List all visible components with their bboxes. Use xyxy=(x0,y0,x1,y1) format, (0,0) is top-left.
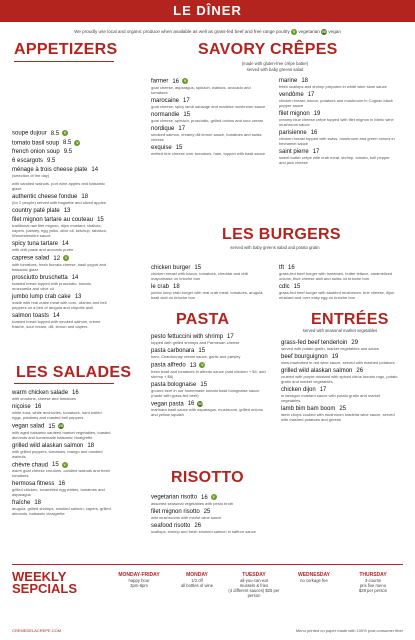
menu-item xyxy=(151,509,269,520)
dish-price: 16 xyxy=(72,390,79,396)
menu-item xyxy=(12,255,110,272)
menu-item xyxy=(12,390,112,401)
menu-item xyxy=(12,443,112,459)
dish-description: smoked salmon, creamy dill lemon sauce, tomatoes and swiss cheese xyxy=(151,131,262,142)
risotto-title: RISOTTO xyxy=(171,469,244,486)
dish-description: melted brie cheese over tomatoes, ham, topped with basil sauce xyxy=(151,150,266,156)
vegan-icon: VG xyxy=(197,401,203,406)
dish-name: pasta bolognaise xyxy=(151,381,197,388)
special-line: prix fixe menu xyxy=(359,583,387,588)
menu-item xyxy=(151,98,266,109)
menu-item xyxy=(151,334,269,345)
salades-title: LES SALADES xyxy=(16,364,132,381)
menu-item xyxy=(151,284,266,300)
appetizers-list xyxy=(12,130,110,332)
dish-name: farmer xyxy=(151,78,169,85)
dish-description: topped with grilled shrimps and Parmesan cheese xyxy=(151,340,240,345)
burgers-subtitle: served with baby greens salad and potato gratin xyxy=(230,245,320,250)
menu-item xyxy=(12,208,110,214)
website-link[interactable]: CREMEDELACREPE.COM xyxy=(12,628,62,633)
dish-price: 15 xyxy=(175,144,183,151)
dish-price: 15 xyxy=(198,348,206,354)
dish-price: 8.5 xyxy=(63,140,72,147)
dish-price: 18 xyxy=(87,442,95,449)
menu-item-title xyxy=(12,158,110,164)
special-line: no corkage fee xyxy=(300,578,328,583)
menu-header xyxy=(0,0,415,22)
menu-item xyxy=(151,265,266,281)
dish-description: with aged balsamic sautéed market vegetables, toasted almonds and homemade balsamic vinaigrette xyxy=(12,429,111,440)
dish-name: vegetarian risotto xyxy=(151,494,198,501)
special-line: all bottles of wine xyxy=(180,583,214,588)
crepes-title: SAVORY CRÊPES xyxy=(198,41,338,58)
crepes-left-column xyxy=(151,78,266,159)
menu-item-title xyxy=(151,494,269,501)
dish-description: creamy blue cheese crêpe topped with filet mignon in Merlo wine mushroom sauce xyxy=(279,117,394,127)
dish-price: 18 xyxy=(34,500,42,507)
menu-item-title xyxy=(151,401,269,408)
dish-name: vendôme xyxy=(279,92,304,98)
special-line: 3pm-6pm xyxy=(130,583,148,588)
dish-price: 18 xyxy=(173,284,180,290)
special-line: (4 different sauces) $25 per person xyxy=(228,588,280,598)
menu-item xyxy=(279,149,397,165)
dish-name: nordique xyxy=(151,125,175,132)
menu-item xyxy=(279,111,397,127)
dish-name: chèvre chaud xyxy=(12,462,49,469)
risotto-list xyxy=(151,494,269,537)
vegan-label: vegan xyxy=(328,29,341,35)
dish-price: 15 xyxy=(293,284,301,290)
dish-description: made with real crabe meat with corn, cilantro and bell peppers on a bed of arugula and chipotle aioli xyxy=(12,299,107,310)
dish-name: niçoise xyxy=(12,404,31,410)
dish-name: soupe dujour xyxy=(12,130,47,137)
pasta-list xyxy=(151,334,269,420)
dish-price: 16 xyxy=(172,78,180,85)
dish-description: goat cheese, spinach, prosciutto, grilled onions and sour cream xyxy=(151,117,264,123)
menu-item xyxy=(151,362,269,379)
dish-name: pasta alfredo xyxy=(151,362,186,369)
dish-price: 16 xyxy=(201,494,208,501)
dish-name: cdlc xyxy=(279,284,290,290)
dish-description: scallops, shrimp and fresh smoked salmon in saffron sauce xyxy=(151,528,256,534)
dish-description: with croutons, cheese and tomatoes xyxy=(12,396,77,401)
dish-price: 8.5 xyxy=(50,130,60,137)
dish-name: tft xyxy=(279,265,285,271)
dish-name: filet mignon xyxy=(279,111,310,117)
dish-price: 17 xyxy=(307,92,315,98)
dish-name: beef bourguignon xyxy=(281,354,328,360)
menu-item xyxy=(151,523,269,534)
menu-item xyxy=(12,158,110,164)
menu-item-title xyxy=(12,208,110,214)
menu-item xyxy=(281,387,399,403)
menu-item xyxy=(12,167,110,178)
dish-price: 17 xyxy=(183,97,190,104)
dish-description: assorted seasonal vegetables with pesto broth xyxy=(151,500,234,506)
dish-name: parisienne xyxy=(279,130,307,136)
special-day-name: MONDAY xyxy=(186,572,208,578)
dish-price: 13 xyxy=(63,208,71,215)
dish-name: filet mignon tartare au couteau xyxy=(12,217,94,224)
menu-item xyxy=(151,126,266,142)
special-day xyxy=(226,572,282,598)
specials-title-line1: WEEKLY xyxy=(12,569,67,584)
menu-item xyxy=(151,348,269,359)
menu-item xyxy=(281,340,399,351)
dish-name: french onion soup xyxy=(12,149,60,156)
dish-price: 16 xyxy=(58,481,66,488)
dish-description: toasted bread topped with prosciutto, tomato, mozzarella and olive oil xyxy=(12,280,93,291)
dish-description: white tuna, white anchovies, tomatoes, hard boiled eggs, potatoes and roasted bell peppers xyxy=(12,410,102,420)
dish-name: vegan salad xyxy=(12,423,45,430)
weekly-specials xyxy=(0,566,415,621)
dish-price: 17 xyxy=(312,149,320,155)
menu-item xyxy=(12,275,110,291)
menu-item xyxy=(12,241,110,252)
dish-name: warm chicken salade xyxy=(12,390,69,396)
special-day-name: WEDNESDAY xyxy=(297,572,331,578)
vegan-icon: VG xyxy=(58,424,64,428)
dish-price: 14 xyxy=(91,167,99,174)
dish-price: 14 xyxy=(62,241,69,248)
special-line: mussels & fries xyxy=(239,583,269,588)
dish-description: fresh basil and tomatoes in alfredo sauce (add chicken + $4; add shrimp + $6) xyxy=(151,368,266,379)
dish-name: saint pierre xyxy=(279,149,309,155)
dish-description: goat cheese, spicy lamb sausage and madeira mushroom sauce xyxy=(151,103,266,109)
dish-description: (for 2 people) served with baguette and sliced apples xyxy=(12,200,106,206)
menu-item-title xyxy=(12,255,110,262)
dish-price: 25 xyxy=(339,406,347,412)
dish-price: 15 xyxy=(194,265,202,271)
dish-description: in tarragon mustard sauce with potato gratin and market vegetables xyxy=(281,393,381,403)
dish-name: grass-fed beef tenderloin xyxy=(281,340,348,346)
dish-name: lamb bim bam boom xyxy=(281,406,336,412)
dish-description: arugula, grilled shrimps, smoked salmon, capers, grilled almonds, balsamic vinaigrette xyxy=(12,506,111,517)
crepes-subtitle-2: served with baby greens salad xyxy=(246,67,304,72)
dish-price: 15 xyxy=(52,462,59,469)
dish-name: prosciutto bruschetta xyxy=(12,274,68,281)
dish-price: 16 xyxy=(187,401,195,408)
burgers-right-column xyxy=(279,265,397,303)
dish-description: with chili paste and avocado purée xyxy=(12,247,74,253)
vegetarian-icon: V xyxy=(64,256,68,261)
burgers-title: LES BURGERS xyxy=(222,226,341,243)
menu-item-title xyxy=(151,362,269,369)
dish-name: country paté plate xyxy=(12,208,60,215)
salades-list xyxy=(12,390,112,519)
special-day-name: MONDAY-FRIDAY xyxy=(118,572,160,578)
dish-name: chicken dijon xyxy=(281,387,316,393)
dish-price: 9.5 xyxy=(63,149,73,156)
menu-item xyxy=(12,423,112,440)
dish-description: fresh scallops and shrimp prepared in white wine slam sauce xyxy=(279,84,387,89)
dish-description: marinara basil sauce with asparagus, mushroom, grilled onions and yellow squash xyxy=(151,407,263,418)
dish-price: 9.5 xyxy=(47,158,56,165)
specials-title xyxy=(12,571,77,595)
entrees-list xyxy=(281,340,399,425)
vegan-icon: VG xyxy=(321,30,327,34)
crepes-right-column xyxy=(279,78,397,168)
dish-name: grilled wild alaskan salmon xyxy=(12,442,84,449)
vegetarian-label: vegetarian xyxy=(298,29,320,35)
dish-description: warm goat cheese croutons, candied walnuts and fresh tomatoes xyxy=(12,468,110,479)
menu-item xyxy=(151,112,266,123)
dish-description: served with potato gratin, market vegetables and sauce xyxy=(281,346,380,351)
dish-description: ground beef in our homemade tomato basil bolognaise sauce (made with grass-fed beef) xyxy=(151,387,260,398)
dish-description: (selection of the day) xyxy=(12,173,50,179)
vegetarian-icon: V xyxy=(212,495,215,499)
menu-item xyxy=(12,313,110,329)
menu-item-title xyxy=(12,149,110,155)
menu-item xyxy=(279,92,397,108)
menu-item-title xyxy=(151,78,266,85)
menu-item xyxy=(151,401,269,418)
special-line: 1/2 off xyxy=(191,578,203,583)
dish-description: with tomatoes, fresh burrata cheese, basil yogurt and balsamic glaze xyxy=(12,261,107,272)
dish-price: 19 xyxy=(331,354,339,360)
dish-name: le crab xyxy=(151,284,170,290)
dish-name: spicy tuna tartare xyxy=(12,241,59,248)
dish-name: pasta carbonara xyxy=(151,348,195,354)
vegetarian-icon: V xyxy=(183,79,187,83)
menu-item-title xyxy=(12,130,110,137)
dish-name: ménage à trois cheese plate xyxy=(12,167,88,174)
dish-description: lamb chops cooked with mushroom madeira wine sauce, served with mashed potatoes and greens xyxy=(281,412,395,422)
dish-price: 15 xyxy=(97,217,104,224)
dish-description: chicken breast with bacon, tomatoes, cheddar and chili mayonnaise on brioche bun xyxy=(151,271,249,281)
vegetarian-icon: V xyxy=(292,30,296,34)
pasta-title: PASTA xyxy=(176,311,230,328)
dish-description: ham, Chardonnay cream sauce, garlic and parsley xyxy=(151,354,241,359)
dish-name: grilled wild alaskan salmon xyxy=(281,368,353,374)
dish-description: jumbo lump crab burger with real crab meat, tomatoes, arugula, basil aioli on brioche bun xyxy=(151,290,264,300)
menu-item xyxy=(151,78,266,95)
menu-item xyxy=(279,284,397,300)
special-day xyxy=(111,572,167,588)
menu-item xyxy=(12,294,110,310)
dish-name: chicken burger xyxy=(151,265,191,271)
dish-price: 15 xyxy=(200,381,208,388)
dish-description: grass-fed beef burger with tomatoes, butter lettuce, caramelized onions, blue cheese aioli and swiss on brioche bun xyxy=(279,271,393,281)
dish-name: hermosa fitness xyxy=(12,481,55,488)
dish-price: 17 xyxy=(227,334,234,340)
vegetarian-icon: V xyxy=(201,363,204,367)
dish-price: 12 xyxy=(53,255,61,262)
menu-item xyxy=(279,78,397,89)
menu-item xyxy=(12,481,112,497)
dish-price: 16 xyxy=(288,265,295,271)
special-day-name: TUESDAY xyxy=(242,572,266,578)
dish-price: 14 xyxy=(71,274,79,281)
dish-name: normandie xyxy=(151,111,180,118)
special-day-name: THURSDAY xyxy=(359,572,387,578)
special-line: 3-course xyxy=(364,578,382,583)
dish-description: crusted with purple mustard with spiced citrus tomato ragu, potato gratin and market vegetables xyxy=(281,374,398,384)
dish-name: pesto fettuccini with shrimp xyxy=(151,334,224,340)
appetizers-title: APPETIZERS xyxy=(14,41,118,58)
dish-description: slow-marinated in red wine sauce, served with mashed potatoes xyxy=(281,360,395,365)
vegetarian-icon: V xyxy=(63,131,67,135)
special-line: happy hour xyxy=(128,578,150,583)
dish-price: 26 xyxy=(356,368,364,374)
dish-name: exquise xyxy=(151,144,172,151)
dish-price: 26 xyxy=(194,522,202,529)
dish-description: with grilled peppers, tomatoes, mango and candied walnuts xyxy=(12,448,103,459)
burgers-left-column xyxy=(151,265,266,303)
dish-price: 15 xyxy=(48,423,56,430)
menu-item xyxy=(12,181,110,191)
dish-name: tomato basil soup xyxy=(12,140,60,147)
menu-item xyxy=(151,494,269,506)
dish-name: marine xyxy=(279,78,298,84)
crepes-subtitle-1: (made with gluten-free crêpe batter) xyxy=(241,61,309,66)
appetizers-divider xyxy=(14,61,114,62)
menu-item-title xyxy=(12,140,110,147)
dish-price: 13 xyxy=(74,293,82,300)
dish-name: caprese salad xyxy=(12,255,50,262)
menu-item xyxy=(151,145,266,156)
dish-price: 15 xyxy=(183,111,191,118)
intro-text: We proudly use local and organic produce when available as well as grass-fed beef and free range poultry xyxy=(74,29,290,35)
entrees-subtitle: served with seasonal market vegetables xyxy=(302,328,378,333)
menu-item xyxy=(12,462,112,479)
dish-price: 17 xyxy=(178,125,186,132)
dish-description: goat cheese, asparagus, spinach, walnuts, avocado and tomatoes xyxy=(151,84,251,95)
dish-price: 18 xyxy=(301,78,309,84)
menu-item xyxy=(12,500,112,516)
menu-item xyxy=(12,130,110,137)
menu-item xyxy=(279,130,397,146)
vegetarian-icon: V xyxy=(76,140,79,145)
specials-title-line2: SEPCIALS xyxy=(12,581,78,596)
dish-price: 29 xyxy=(351,340,359,346)
entrees-title: ENTRÉES xyxy=(311,311,389,328)
menu-item xyxy=(12,140,110,147)
dish-description: wild mushrooms with merlot wine sauce xyxy=(151,514,222,520)
dish-name: authentic cheese fondue xyxy=(12,194,78,201)
dish-description: grilled chicken, scrambled egg whites, tomatoes and asparagus xyxy=(12,487,105,498)
paper-note: Menu printed on paper made with 100% post consumer fiber xyxy=(295,628,403,633)
dish-name: jumbo lump crab cake xyxy=(12,293,71,300)
dish-name: salmon toasts xyxy=(12,312,50,319)
dish-price: 25 xyxy=(203,508,211,515)
menu-item-title xyxy=(12,423,112,430)
special-day xyxy=(286,572,342,583)
dish-price: 18 xyxy=(81,194,89,201)
special-day xyxy=(345,572,401,593)
dish-description: with candied walnuts, port wine apples and balsamic glaze xyxy=(12,181,105,192)
dish-description: chicken breast topped with swiss, mushroom and green onions in béchamel sauce xyxy=(279,136,395,146)
dish-price: 13 xyxy=(189,362,197,369)
dish-price: 17 xyxy=(319,387,327,393)
menu-item xyxy=(281,406,399,422)
dish-price: 16 xyxy=(310,130,318,136)
dish-description: sweet butter crêpe with crab meat, shrimp, tomato, bell pepper and jack cheese xyxy=(279,155,390,165)
intro-line xyxy=(0,29,415,35)
dish-price: 19 xyxy=(313,111,321,117)
vegetarian-icon: V xyxy=(63,462,66,467)
menu-item xyxy=(279,265,397,281)
menu-item xyxy=(151,382,269,398)
dish-price: 16 xyxy=(34,404,42,410)
dish-description: toasted bread topped with smoked salmon, crème fraiche, sour cream, dill, lemon and capers xyxy=(12,318,101,329)
special-line: all-you-can-eat xyxy=(240,578,268,583)
menu-item xyxy=(12,194,110,205)
menu-title: LE DÎNER xyxy=(173,3,242,18)
dish-name: 6 escargots xyxy=(12,158,44,165)
dish-name: filet mignon risotto xyxy=(151,508,200,515)
dish-name: fraîche xyxy=(12,500,31,507)
special-day xyxy=(169,572,225,588)
dish-description: traditional raw filet mignon, dijon mustard, shallots, capers, parsley, egg yolks, olive oil, ketchup, tabasco, Worcestershire sauce xyxy=(12,223,108,239)
menu-item xyxy=(281,354,399,365)
dish-description: grass-fed beef burger with sautéed mushroom, brie cheese, dijon mustard and over easy egg on brioche bun xyxy=(279,290,395,300)
dish-description: chicken breast, bacon, potatoes and mushroom in Cognac black pepper sauce xyxy=(279,98,393,108)
special-line: $29 per person xyxy=(358,588,388,593)
dish-name: marocaine xyxy=(151,97,180,104)
menu-item xyxy=(12,217,110,238)
specials-divider xyxy=(12,564,403,565)
menu-item-title xyxy=(12,462,112,469)
dish-price: 14 xyxy=(53,312,60,319)
menu-item xyxy=(281,368,399,384)
menu-item xyxy=(12,149,110,155)
menu-item xyxy=(12,404,112,420)
dish-name: seafood risotto xyxy=(151,522,191,529)
salades-divider xyxy=(14,383,114,384)
dish-name: vegan pasta xyxy=(151,401,184,408)
